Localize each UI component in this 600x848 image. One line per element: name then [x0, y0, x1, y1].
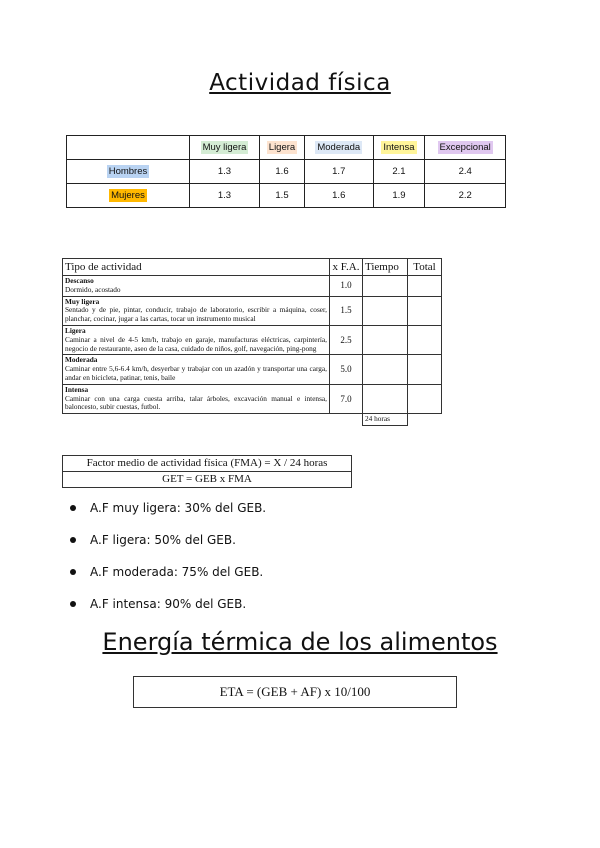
row-label-cell [67, 160, 190, 184]
table-row [63, 296, 442, 325]
time-cell [363, 384, 408, 413]
activity-description: Caminar a nivel de 4-5 km/h, trabajo en garaje, manufacturas eléctricas, carpintería, negocio de restaurante, aseo de la casa, cuidado de niños, golf, navegación, ping-pong [65, 334, 327, 353]
table-header-cell [425, 136, 506, 160]
table-header-cell [373, 136, 425, 160]
table-header-cell [259, 136, 304, 160]
time-cell [363, 355, 408, 384]
eta-formula-box: ETA = (GEB + AF) x 10/100 [133, 676, 457, 708]
time-cell [363, 276, 408, 297]
activity-cell [63, 384, 330, 413]
activity-category: Moderada [65, 355, 98, 365]
activity-cell [63, 276, 330, 297]
factor-cell: 1.5 [330, 296, 363, 325]
total-cell [408, 384, 442, 413]
table-header-cell [190, 136, 260, 160]
table-header-row [63, 259, 442, 276]
empty-cell [330, 414, 363, 426]
total-cell [408, 355, 442, 384]
empty-cell [408, 414, 442, 426]
header-label: Intensa [383, 142, 415, 153]
time-cell [363, 325, 408, 354]
table-cell: 1.9 [373, 184, 425, 208]
total-cell [408, 296, 442, 325]
row-label: Hombres [108, 166, 148, 177]
header-time: Tiempo [363, 259, 408, 276]
table-cell: 1.3 [190, 184, 260, 208]
activity-category: Ligera [65, 325, 86, 335]
table-cell: 2.4 [425, 160, 506, 184]
table-row [63, 384, 442, 413]
bullet-icon [70, 569, 76, 575]
header-label: Ligera [268, 142, 296, 153]
table-cell: 1.5 [259, 184, 304, 208]
section-title: Energía térmica de los alimentos [102, 628, 498, 656]
activity-cell [63, 355, 330, 384]
table-row [67, 184, 506, 208]
table-cell: 1.6 [259, 160, 304, 184]
header-label: Muy ligera [202, 142, 247, 153]
activity-category: Intensa [65, 384, 89, 394]
table-row [63, 414, 442, 426]
time-cell [363, 296, 408, 325]
page-title: Actividad física [209, 70, 391, 96]
header-label: Moderada [317, 142, 361, 153]
header-label: Excepcional [439, 142, 491, 153]
activity-description: Caminar entre 5,6-6.4 km/h, desyerbar y trabajar con un azadón y transportar una carga, andar en bicicleta, patinar, tenis, baile [65, 364, 327, 382]
total-cell [408, 276, 442, 297]
factor-cell: 5.0 [330, 355, 363, 384]
activity-type-table [62, 258, 442, 426]
factor-cell: 7.0 [330, 384, 363, 413]
get-formula: GET = GEB x FMA [63, 471, 351, 487]
table-row [63, 276, 442, 297]
header-activity-type: Tipo de actividad [63, 259, 330, 276]
table-corner-cell [67, 136, 190, 160]
list-item-text: A.F intensa: 90% del GEB. [90, 597, 247, 611]
total-hours-cell: 24 horas [363, 414, 408, 426]
table-cell: 1.3 [190, 160, 260, 184]
activity-cell [63, 325, 330, 354]
activity-category: Descanso [65, 276, 94, 285]
table-header-cell [305, 136, 373, 160]
table-cell: 2.1 [373, 160, 425, 184]
table-row [63, 355, 442, 384]
row-label-cell [67, 184, 190, 208]
activity-description: Caminar con una carga cuesta arriba, talar árboles, excavación manual e intensa, baloncesto, subir cuestas, futbol. [65, 393, 327, 412]
table-row [63, 325, 442, 354]
bullet-icon [70, 505, 76, 511]
activity-description: Sentado y de pie, pintar, conducir, trabajo de laboratorio, escribir a máquina, coser, planchar, cocinar, jugar a las cartas, tocar un instrumento musical [65, 305, 327, 324]
header-total: Total [408, 259, 442, 276]
list-item-text: A.F ligera: 50% del GEB. [90, 533, 236, 547]
empty-cell [63, 414, 330, 426]
activity-category: Muy ligera [65, 296, 100, 306]
header-factor: x F.A. [330, 259, 363, 276]
fma-formula-box [62, 455, 352, 488]
list-item-text: A.F muy ligera: 30% del GEB. [90, 501, 267, 515]
total-cell [408, 325, 442, 354]
list-item-text: A.F moderada: 75% del GEB. [90, 565, 264, 579]
bullet-icon [70, 537, 76, 543]
list-item [68, 594, 266, 626]
list-item [68, 530, 266, 562]
table-cell: 2.2 [425, 184, 506, 208]
activity-percentage-list [68, 498, 266, 626]
activity-cell [63, 296, 330, 325]
table-row [67, 160, 506, 184]
list-item [68, 562, 266, 594]
activity-description: Dormido, acostado [65, 284, 121, 294]
activity-factor-table [66, 135, 506, 208]
fma-formula: Factor medio de actividad física (FMA) = X / 24 horas [86, 457, 328, 469]
list-item [68, 498, 266, 530]
factor-cell: 1.0 [330, 276, 363, 297]
factor-cell: 2.5 [330, 325, 363, 354]
table-cell: 1.6 [305, 184, 373, 208]
row-label: Mujeres [111, 190, 145, 201]
table-cell: 1.7 [305, 160, 373, 184]
table-header-row [67, 136, 506, 160]
bullet-icon [70, 601, 76, 607]
